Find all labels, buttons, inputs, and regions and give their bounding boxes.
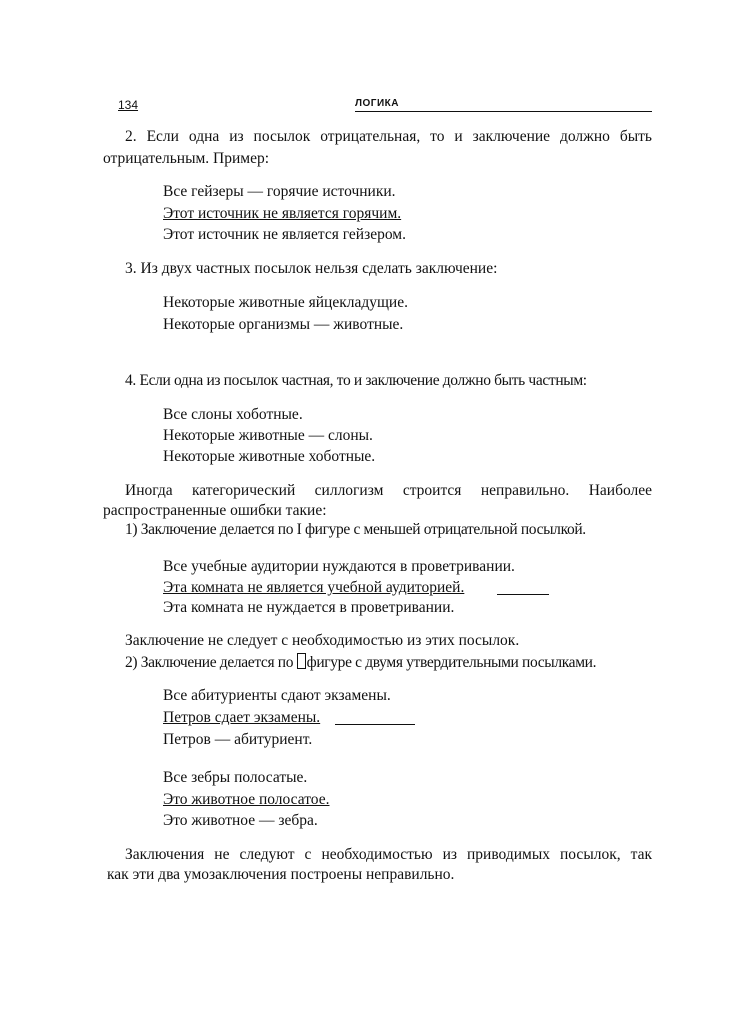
errors-intro-line2: распространенные ошибки такие:: [103, 502, 327, 519]
final-line2: как эти два умозаключения построены неправильно.: [107, 866, 455, 883]
error1-example-major: Все учебные аудитории нуждаются в проветривании.: [163, 558, 515, 575]
rule4-example-3: Некоторые животные хоботные.: [163, 448, 376, 465]
error3-example-minor: Это животное полосатое.: [163, 791, 330, 808]
rule2-example-conclusion: Этот источник не является гейзером.: [163, 226, 406, 243]
rule2-example-major: Все гейзеры — горячие источники.: [163, 183, 396, 200]
error2-example-minor: Петров сдает экзамены.: [163, 709, 321, 726]
error-item-1: 1) Заключение делается по I фигуре с меньшей отрицательной посылкой.: [125, 521, 586, 538]
errors-intro-line1: Иногда категорический силлогизм строится неправильно. Наиболее: [125, 482, 652, 499]
rule4-line1: 4. Если одна из посылок частная, то и заключение должно быть частным:: [125, 372, 587, 389]
underline-extension-2: [335, 724, 415, 725]
rule3-example-2: Некоторые организмы — животные.: [163, 316, 404, 333]
error2-example-conclusion: Петров — абитуриент.: [163, 731, 313, 748]
running-title: ЛОГИКА: [355, 98, 652, 112]
error3-example-conclusion: Это животное — зебра.: [163, 812, 318, 829]
error-item-2: [125, 652, 596, 674]
rule2-example-minor: Этот источник не является горячим.: [163, 205, 402, 222]
error1-conclusion-note: Заключение не следует с необходимостью из этих посылок.: [125, 632, 520, 649]
rule3-example-1: Некоторые животные яйцекладущие.: [163, 294, 408, 311]
error1-example-minor: Эта комната не является учебной аудиторией.: [163, 579, 465, 596]
page-number: 134: [118, 98, 139, 112]
rule2-line2: отрицательным. Пример:: [103, 150, 270, 167]
rule2-line1: 2. Если одна из посылок отрицательная, то и заключение должно быть: [125, 128, 652, 145]
rule4-example-2: Некоторые животные — слоны.: [163, 427, 373, 444]
running-header: [118, 98, 652, 114]
underline-extension: [497, 594, 549, 595]
final-line1: Заключения не следуют с необходимостью из приводимых посылок, так: [125, 846, 652, 863]
broken-glyph-icon: [297, 653, 306, 669]
error-item-2-start: 2) Заключение делается по: [125, 654, 297, 671]
error2-example-major: Все абитуриенты сдают экзамены.: [163, 687, 391, 704]
rule3-line1: 3. Из двух частных посылок нельзя сделать заключение:: [125, 260, 498, 277]
error-item-2-end: фигуре с двумя утвердительными посылками.: [306, 654, 597, 671]
error3-example-major: Все зебры полосатые.: [163, 769, 308, 786]
rule4-example-1: Все слоны хоботные.: [163, 406, 303, 423]
error1-example-conclusion: Эта комната не нуждается в проветривании.: [163, 599, 455, 616]
